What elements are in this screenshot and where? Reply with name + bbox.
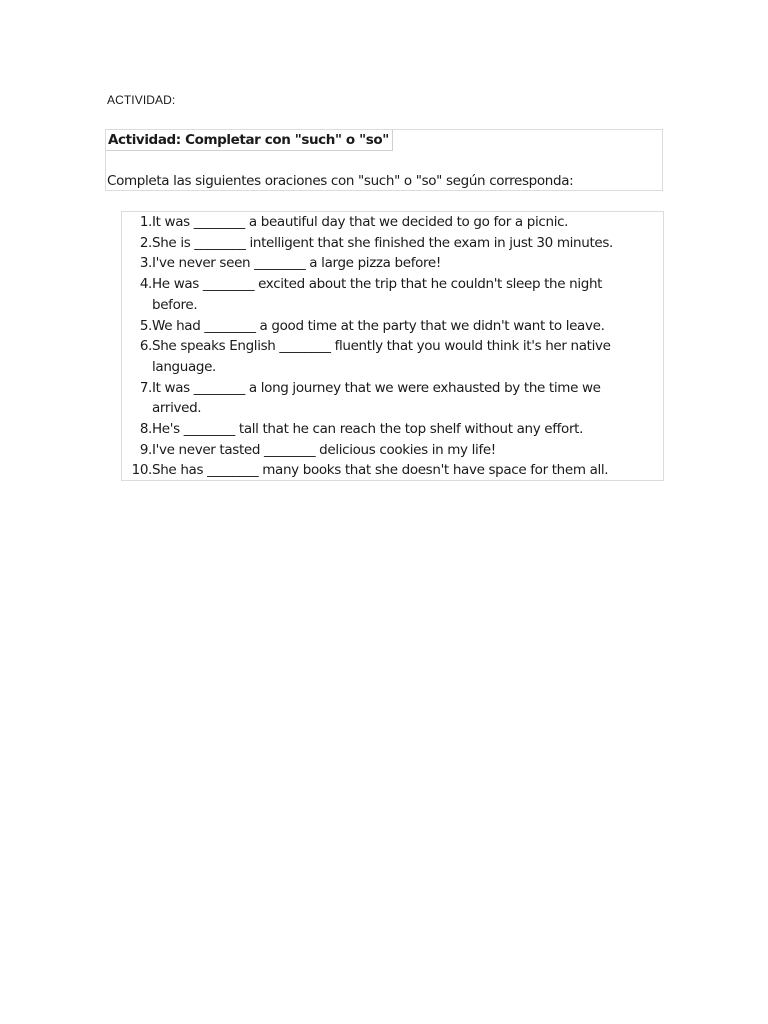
question-item [122,274,663,315]
question-text: She has ________ many books that she doesn't have space for them all. [152,462,609,479]
question-item [122,316,663,337]
question-number: 9. [139,441,152,458]
question-text: I've never tasted ________ delicious cookies in my life! [152,441,496,458]
question-number: 3. [139,255,152,272]
activity-title: Actividad: Completar con "such" o "so" [106,130,393,151]
question-item [122,336,663,377]
question-number: 5. [139,317,152,334]
question-item [122,233,663,254]
question-number: 6. [139,338,152,355]
question-item [122,212,663,233]
question-text: I've never seen ________ a large pizza before! [152,255,441,272]
activity-header-box [105,129,663,191]
question-item [122,440,663,461]
question-text: She is ________ intelligent that she finished the exam in just 30 minutes. [152,234,613,251]
questions-box [121,211,664,481]
question-item [122,460,663,481]
question-number: 7. [139,379,152,396]
question-number: 1. [139,214,152,230]
activity-instructions: Completa las siguientes oraciones con "such" o "so" según corresponda: [107,173,574,189]
question-text: He's ________ tall that he can reach the top shelf without any effort. [152,421,584,438]
question-text: We had ________ a good time at the party that we didn't want to leave. [152,317,605,334]
question-text: She speaks English ________ fluently that you would think it's her native language. [152,338,611,375]
question-item [122,419,663,440]
section-label: ACTIVIDAD: [107,93,176,107]
question-number: 8. [139,421,152,438]
question-number: 2. [139,234,152,251]
question-item [122,378,663,419]
question-item [122,253,663,274]
question-text: It was ________ a beautiful day that we decided to go for a picnic. [152,214,569,230]
question-number: 10. [131,462,152,479]
question-list [122,212,663,481]
question-text: It was ________ a long journey that we were exhausted by the time we arrived. [152,379,601,417]
question-text: He was ________ excited about the trip that he couldn't sleep the night before. [152,276,603,313]
question-number: 4. [139,276,152,293]
